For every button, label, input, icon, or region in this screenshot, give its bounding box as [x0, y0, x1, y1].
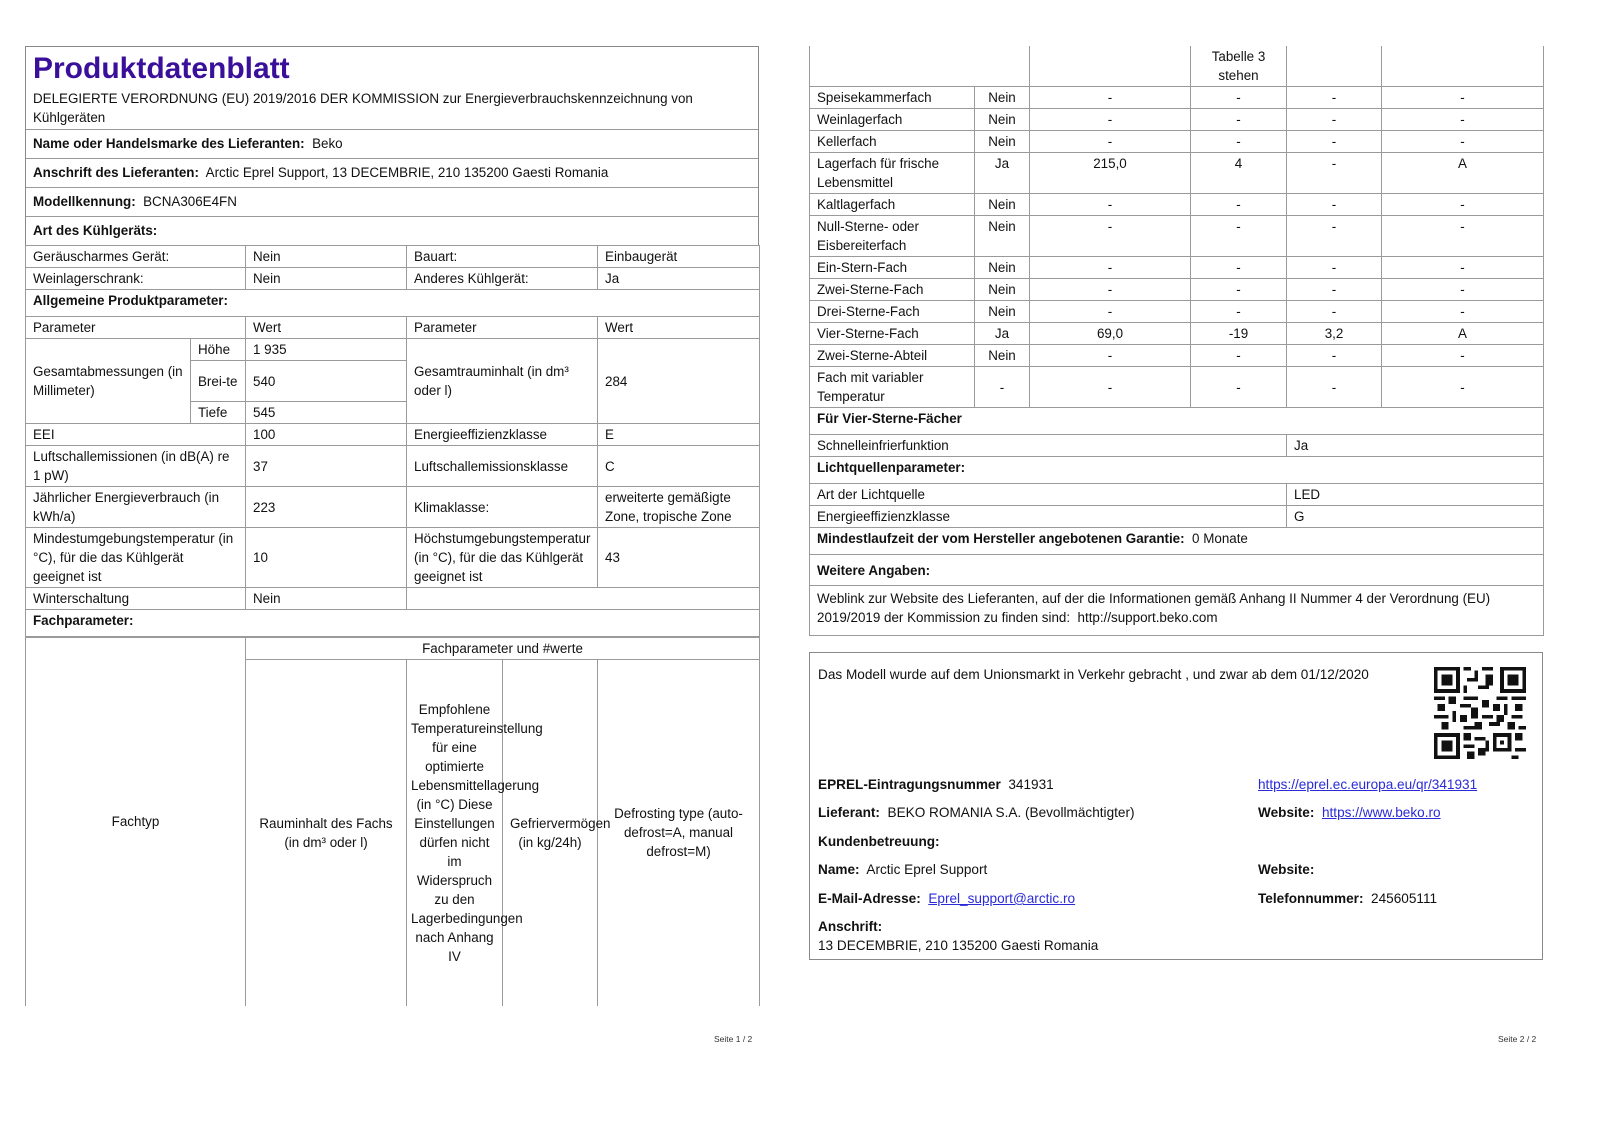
compartment-present: Nein [975, 279, 1030, 301]
empty-cell [1287, 46, 1382, 87]
fast-freeze-value: Ja [1287, 435, 1544, 457]
compartment-freeze: - [1287, 257, 1382, 279]
compartment-temp: - [1191, 194, 1287, 216]
depth-value: 545 [246, 402, 407, 424]
page-number-2: Seite 2 / 2 [1498, 1034, 1537, 1044]
supplier-name-label: Name oder Handelsmarke des Lieferanten: [33, 136, 305, 151]
compartment-freeze: - [1287, 131, 1382, 153]
contact-name-label: Name: [818, 862, 860, 877]
empty-cell [810, 46, 1030, 87]
warranty-value: 0 Monate [1192, 531, 1248, 546]
compartment-present: Nein [975, 257, 1030, 279]
phone-label: Telefonnummer: [1258, 891, 1364, 906]
column-header: Parameter [407, 317, 598, 339]
compartment-temp: - [1191, 301, 1287, 323]
freezing-capacity-header: Gefriervermögen (in kg/24h) [503, 660, 598, 1006]
compartment-volume: - [1030, 345, 1191, 367]
winter-value: Nein [246, 588, 407, 610]
fachtyp-header: Fachtyp [26, 638, 246, 1006]
param-label: Energieeffizienzklasse [407, 424, 598, 446]
column-header: Wert [246, 317, 407, 339]
compartment-volume: 215,0 [1030, 153, 1191, 194]
table-row [810, 131, 1544, 153]
param-label: Bauart: [407, 246, 598, 268]
supplier-name-value: Beko [312, 136, 343, 151]
param-label: Anderes Kühlgerät: [407, 268, 598, 290]
compartment-volume: - [1030, 216, 1191, 257]
regulation-text: DELEGIERTE VERORDNUNG (EU) 2019/2016 DER KOMMISSION zur Energieverbrauchskennzeichnung von Kühlgeräten [26, 89, 758, 130]
contact-name-value: Arctic Eprel Support [866, 862, 988, 877]
param-value: 100 [246, 424, 407, 446]
supplier-address-label: Anschrift des Lieferanten: [33, 165, 199, 180]
email-label: E-Mail-Adresse: [818, 891, 921, 906]
eprel-number-row [818, 775, 1054, 794]
light-class-label: Energieeffizienzklasse [810, 506, 1287, 528]
compartment-defrost: - [1382, 194, 1544, 216]
table-header-row [26, 317, 760, 339]
compartment-freeze: - [1287, 345, 1382, 367]
param-value: E [598, 424, 760, 446]
email-link[interactable]: Eprel_support@arctic.ro [928, 891, 1076, 906]
compartment-present: Nein [975, 216, 1030, 257]
compartment-freeze: - [1287, 367, 1382, 408]
compartment-freeze: - [1287, 194, 1382, 216]
table-row [810, 87, 1544, 109]
phone-value: 245605111 [1371, 891, 1438, 906]
compartment-volume: - [1030, 301, 1191, 323]
param-label: Mindestumgebungstemperatur (in °C), für die das Kühlgerät geeignet ist [26, 528, 246, 588]
compartment-present: Ja [975, 323, 1030, 345]
website-link[interactable]: https://www.beko.ro [1321, 805, 1441, 820]
temperature-header-continuation: Tabelle 3 stehen [1191, 46, 1287, 87]
compartment-volume: - [1030, 194, 1191, 216]
compartment-name: Zwei-Sterne-Fach [810, 279, 975, 301]
table-row [26, 268, 760, 290]
compartment-volume: - [1030, 279, 1191, 301]
compartment-present: Nein [975, 109, 1030, 131]
compartment-defrost: - [1382, 257, 1544, 279]
compartment-name: Fach mit variabler Temperatur [810, 367, 975, 408]
compartment-defrost: - [1382, 345, 1544, 367]
compartment-volume: - [1030, 367, 1191, 408]
supplier-value: BEKO ROMANIA S.A. (Bevollmächtigter) [887, 805, 1135, 820]
table-row [810, 153, 1544, 194]
compartment-volume: - [1030, 257, 1191, 279]
volume-value: 284 [598, 339, 760, 424]
compartment-freeze: 3,2 [1287, 323, 1382, 345]
defrost-type-header: Defrosting type (auto-defrost=A, manual defrost=M) [598, 660, 760, 1006]
compartment-present: Nein [975, 301, 1030, 323]
weblink-text: Weblink zur Website des Lieferanten, auf der die Informationen gemäß Anhang II Nummer 4 der Verordnung (EU) 2019/2019 der Kommission zu finden sind: [817, 591, 1491, 625]
contact-website-label: Website: [1258, 862, 1315, 877]
address-label: Anschrift: [818, 919, 883, 934]
compartment-present: Nein [975, 87, 1030, 109]
compartment-section-heading: Fachparameter: [26, 610, 760, 637]
model-value: BCNA306E4FN [143, 194, 237, 209]
compartment-temp: - [1191, 131, 1287, 153]
compartment-freeze: - [1287, 109, 1382, 131]
param-label: Höchstumgebungstemperatur (in °C), für die das Kühlgerät geeignet ist [407, 528, 598, 588]
compartment-freeze: - [1287, 87, 1382, 109]
compartment-name: Vier-Sterne-Fach [810, 323, 975, 345]
compartment-temp: - [1191, 109, 1287, 131]
compartment-temp: - [1191, 216, 1287, 257]
volume-header: Rauminhalt des Fachs (in dm³ oder l) [246, 660, 407, 1006]
compartment-group-header: Fachparameter und #werte [246, 638, 760, 660]
height-label: Höhe [191, 339, 246, 361]
website-row [1258, 803, 1441, 822]
table-row [810, 301, 1544, 323]
param-label: Klimaklasse: [407, 487, 598, 528]
light-section-heading: Lichtquellenparameter: [810, 457, 1544, 484]
compartment-defrost: A [1382, 323, 1544, 345]
param-value: 37 [246, 446, 407, 487]
compartment-present: Nein [975, 131, 1030, 153]
param-value: 223 [246, 487, 407, 528]
param-label: Luftschallemissionsklasse [407, 446, 598, 487]
temperature-header: Empfohlene Temperatureinstellung für eine optimierte Lebensmittellagerung (in °C) Diese Einstellungen dürfen nicht im Widerspruch zu den Lagerbedingungen nach Anhang IV [407, 660, 503, 1006]
contact-name-row [818, 860, 987, 879]
compartment-defrost: - [1382, 301, 1544, 323]
param-value: 43 [598, 528, 760, 588]
compartment-name: Kaltlagerfach [810, 194, 975, 216]
supplier-weblink[interactable]: http://support.beko.com [1077, 610, 1218, 625]
compartment-present: Nein [975, 194, 1030, 216]
compartment-defrost: - [1382, 367, 1544, 408]
compartment-defrost: - [1382, 109, 1544, 131]
param-label: Luftschallemissionen (in dB(A) re 1 pW) [26, 446, 246, 487]
general-section-heading: Allgemeine Produktparameter: [26, 290, 760, 317]
eprel-link[interactable]: https://eprel.ec.europa.eu/qr/341931 [1258, 777, 1478, 792]
supplier-row [818, 803, 1135, 822]
eprel-info-box [809, 652, 1543, 960]
warranty-row [810, 528, 1544, 555]
compartment-name: Ein-Stern-Fach [810, 257, 975, 279]
table-row [810, 345, 1544, 367]
compartment-table [809, 46, 1544, 636]
compartment-temp: - [1191, 367, 1287, 408]
empty-cell [1030, 46, 1191, 87]
param-value: Einbaugerät [598, 246, 760, 268]
model-row [26, 188, 758, 217]
param-value: 10 [246, 528, 407, 588]
table-row [26, 487, 760, 528]
param-label: EEI [26, 424, 246, 446]
table-row [810, 323, 1544, 345]
market-date-text: Das Modell wurde auf dem Unionsmarkt in Verkehr gebracht , und zwar ab dem 01/12/2020 [818, 667, 1369, 682]
supplier-label: Lieferant: [818, 805, 880, 820]
compartment-defrost: - [1382, 87, 1544, 109]
empty-cell [407, 588, 760, 610]
compartment-temp: - [1191, 279, 1287, 301]
compartment-volume: - [1030, 109, 1191, 131]
light-class-value: G [1287, 506, 1544, 528]
table-row [810, 279, 1544, 301]
compartment-volume: - [1030, 131, 1191, 153]
page-1 [25, 46, 759, 1006]
general-table [25, 245, 760, 637]
further-info-heading: Weitere Angaben: [810, 555, 1544, 586]
qr-code-icon [1434, 667, 1526, 759]
compartment-name: Weinlagerfach [810, 109, 975, 131]
compartment-name: Lagerfach für frische Lebensmittel [810, 153, 975, 194]
customer-service-heading: Kundenbetreuung: [818, 834, 940, 849]
param-label: Weinlagerschrank: [26, 268, 246, 290]
eprel-value: 341931 [1008, 777, 1054, 792]
eprel-label: EPREL-Eintragungsnummer [818, 777, 1001, 792]
param-label: Jährlicher Energieverbrauch (in kWh/a) [26, 487, 246, 528]
compartment-freeze: - [1287, 301, 1382, 323]
compartment-freeze: - [1287, 279, 1382, 301]
compartment-temp: - [1191, 345, 1287, 367]
table-row [810, 257, 1544, 279]
compartment-present: Nein [975, 345, 1030, 367]
column-header: Wert [598, 317, 760, 339]
type-section-heading: Art des Kühlgeräts: [33, 223, 158, 238]
param-value: Nein [246, 268, 407, 290]
compartment-name: Kellerfach [810, 131, 975, 153]
fast-freeze-label: Schnelleinfrierfunktion [810, 435, 1287, 457]
compartment-temp: 4 [1191, 153, 1287, 194]
table-row [26, 588, 760, 610]
table-row [810, 109, 1544, 131]
width-value: 540 [246, 361, 407, 402]
param-value: erweiterte gemäßigte Zone, tropische Zone [598, 487, 760, 528]
warranty-label: Mindestlaufzeit der vom Hersteller angebotenen Garantie: [817, 531, 1185, 546]
winter-label: Winterschaltung [26, 588, 246, 610]
table-row [810, 367, 1544, 408]
address-value: 13 DECEMBRIE, 210 135200 Gaesti Romania [818, 938, 1099, 953]
table-row [26, 446, 760, 487]
table-row [810, 216, 1544, 257]
supplier-address-value: Arctic Eprel Support, 13 DECEMBRIE, 210 135200 Gaesti Romania [205, 165, 609, 180]
compartment-freeze: - [1287, 216, 1382, 257]
height-value: 1 935 [246, 339, 407, 361]
param-value: Nein [246, 246, 407, 268]
compartment-name: Speisekammerfach [810, 87, 975, 109]
supplier-name-row [26, 130, 758, 159]
phone-row [1258, 889, 1437, 908]
compartment-present: Ja [975, 153, 1030, 194]
weblink-row [810, 586, 1544, 636]
param-value: C [598, 446, 760, 487]
compartment-freeze: - [1287, 153, 1382, 194]
compartment-volume: - [1030, 87, 1191, 109]
width-label: Brei-te [191, 361, 246, 402]
compartment-name: Zwei-Sterne-Abteil [810, 345, 975, 367]
light-type-label: Art der Lichtquelle [810, 484, 1287, 506]
volume-label: Gesamtrauminhalt (in dm³ oder l) [407, 339, 598, 424]
compartment-defrost: - [1382, 216, 1544, 257]
model-label: Modellkennung: [33, 194, 136, 209]
compartment-temp: - [1191, 87, 1287, 109]
compartment-defrost: - [1382, 279, 1544, 301]
compartment-defrost: A [1382, 153, 1544, 194]
table-row [26, 246, 760, 268]
compartment-present: - [975, 367, 1030, 408]
table-row [26, 424, 760, 446]
compartment-temp: -19 [1191, 323, 1287, 345]
page-2 [809, 46, 1543, 636]
compartment-name: Drei-Sterne-Fach [810, 301, 975, 323]
compartment-temp: - [1191, 257, 1287, 279]
empty-cell [1382, 46, 1544, 87]
param-label: Geräuscharmes Gerät: [26, 246, 246, 268]
page-title: Produktdatenblatt [33, 52, 290, 85]
four-star-heading: Für Vier-Sterne-Fächer [810, 408, 1544, 435]
compartment-name: Null-Sterne- oder Eisbereiterfach [810, 216, 975, 257]
table-row [26, 528, 760, 588]
compartment-header-table [25, 637, 760, 1006]
light-type-value: LED [1287, 484, 1544, 506]
website-label: Website: [1258, 805, 1315, 820]
param-value: Ja [598, 268, 760, 290]
depth-label: Tiefe [191, 402, 246, 424]
page-number-1: Seite 1 / 2 [714, 1034, 753, 1044]
compartment-defrost: - [1382, 131, 1544, 153]
dimensions-label: Gesamtabmessungen (in Millimeter) [26, 339, 191, 424]
supplier-address-row [26, 159, 758, 188]
compartment-volume: 69,0 [1030, 323, 1191, 345]
column-header: Parameter [26, 317, 246, 339]
email-row [818, 889, 1075, 908]
table-row [810, 194, 1544, 216]
